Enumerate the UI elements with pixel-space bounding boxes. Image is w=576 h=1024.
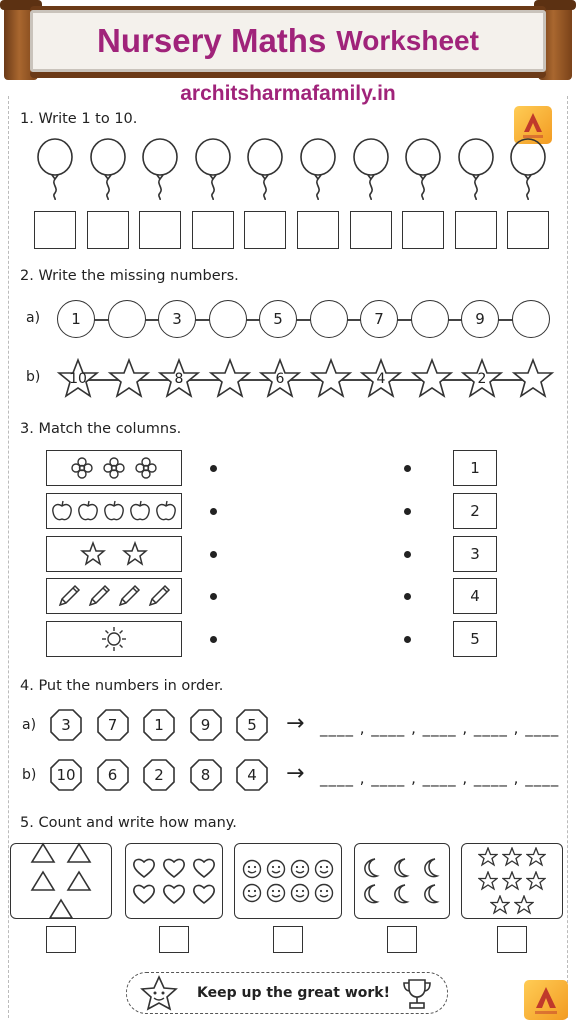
title-sign xyxy=(30,10,546,72)
blank-circle[interactable] xyxy=(209,300,247,338)
answer-box[interactable] xyxy=(34,211,76,249)
blank-star[interactable] xyxy=(309,358,353,400)
answer-box[interactable] xyxy=(507,211,549,249)
row-a-label: a) xyxy=(26,310,41,326)
section-1-heading: 1. Write 1 to 10. xyxy=(20,111,138,127)
count-box-triangles xyxy=(10,843,112,919)
apple-icon xyxy=(76,500,100,522)
order-answer-blanks-a[interactable]: ____ , ____ , ____ , ____ , ____ xyxy=(320,719,560,737)
triangle-icon xyxy=(30,842,56,864)
order-answer-blanks-b[interactable]: ____ , ____ , ____ , ____ , ____ xyxy=(320,769,560,787)
balloon-icon xyxy=(87,138,129,200)
star-number: 4 xyxy=(376,371,386,387)
triangle-icon xyxy=(30,870,56,892)
smiley-icon xyxy=(266,883,286,903)
answer-box[interactable] xyxy=(455,211,497,249)
match-number-box: 4 xyxy=(453,578,497,614)
number-hexagon xyxy=(49,758,83,792)
blank-circle[interactable] xyxy=(310,300,348,338)
smiley-icon xyxy=(242,883,262,903)
website-link[interactable]: architsharmafamily.in xyxy=(180,82,396,105)
star-icon xyxy=(478,847,498,867)
order-row-a-label: a) xyxy=(22,717,37,733)
row-b-label: b) xyxy=(26,369,41,385)
footer-banner xyxy=(126,972,448,1014)
match-pencils xyxy=(46,578,182,614)
star-icon xyxy=(122,541,148,567)
number-hexagon xyxy=(96,708,130,742)
count-box-moons xyxy=(354,843,450,919)
blank-star[interactable] xyxy=(208,358,252,400)
match-number-box: 2 xyxy=(453,493,497,529)
match-number-box: 1 xyxy=(453,450,497,486)
star-number: 8 xyxy=(174,371,184,387)
number-hexagon xyxy=(96,758,130,792)
footer-text: Keep up the great work! xyxy=(197,985,390,1001)
trophy-icon xyxy=(399,977,435,1011)
arrow-right-icon: → xyxy=(286,711,305,736)
hexagon-number: 5 xyxy=(247,716,257,734)
heart-icon xyxy=(132,857,156,879)
balloon-icon xyxy=(350,138,392,200)
answer-box[interactable] xyxy=(350,211,392,249)
star-number: 6 xyxy=(275,371,285,387)
smiley-icon xyxy=(290,883,310,903)
count-answer-box[interactable] xyxy=(273,926,303,953)
blank-circle[interactable] xyxy=(411,300,449,338)
hexagon-number: 1 xyxy=(154,716,164,734)
arrow-right-icon: → xyxy=(286,761,305,786)
match-dot-right[interactable] xyxy=(404,551,411,558)
flower-icon xyxy=(69,455,95,481)
match-sun xyxy=(46,621,182,657)
balloon-icon xyxy=(139,138,181,200)
section-5-heading: 5. Count and write how many. xyxy=(20,815,237,831)
apple-icon xyxy=(102,500,126,522)
hexagon-number: 10 xyxy=(56,766,76,784)
hexagon-number: 7 xyxy=(107,716,118,734)
hexagon-number: 4 xyxy=(247,766,257,784)
match-dot-left[interactable] xyxy=(210,636,217,643)
answer-box[interactable] xyxy=(192,211,234,249)
number-hexagon xyxy=(189,708,223,742)
match-dot-left[interactable] xyxy=(210,508,217,515)
number-circle: 7 xyxy=(360,300,398,338)
match-stars xyxy=(46,536,182,572)
order-row-b-label: b) xyxy=(22,767,37,783)
blank-star[interactable] xyxy=(511,358,555,400)
number-hexagon xyxy=(142,758,176,792)
smiley-icon xyxy=(314,883,334,903)
worksheet-title: Nursery Maths xyxy=(97,22,327,59)
match-dot-right[interactable] xyxy=(404,465,411,472)
answer-box[interactable] xyxy=(297,211,339,249)
pencil-icon xyxy=(86,583,112,609)
hexagon-number: 2 xyxy=(154,766,164,784)
pencil-icon xyxy=(146,583,172,609)
star-icon xyxy=(526,871,546,891)
number-hexagon xyxy=(235,708,269,742)
sun-icon xyxy=(100,625,128,653)
hexagon-number: 6 xyxy=(107,766,118,784)
smiley-icon xyxy=(242,859,262,879)
number-star xyxy=(157,358,201,400)
count-box-smileys xyxy=(234,843,342,919)
number-circle: 5 xyxy=(259,300,297,338)
number-hexagon xyxy=(49,708,83,742)
triangle-icon xyxy=(66,870,92,892)
blank-star[interactable] xyxy=(410,358,454,400)
logo-badge-icon xyxy=(524,980,568,1020)
triangle-icon xyxy=(66,842,92,864)
blank-circle[interactable] xyxy=(108,300,146,338)
match-dot-right[interactable] xyxy=(404,508,411,515)
count-answer-box[interactable] xyxy=(497,926,527,953)
apple-icon xyxy=(128,500,152,522)
answer-box[interactable] xyxy=(244,211,286,249)
star-icon xyxy=(514,895,534,915)
balloon-icon xyxy=(192,138,234,200)
section-4-heading: 4. Put the numbers in order. xyxy=(20,678,224,694)
heart-icon xyxy=(192,857,216,879)
count-box-stars xyxy=(461,843,563,919)
star-icon xyxy=(526,847,546,867)
match-dot-left[interactable] xyxy=(210,593,217,600)
number-star xyxy=(359,358,403,400)
apple-icon xyxy=(154,500,178,522)
balloon-icon xyxy=(297,138,339,200)
match-dot-right[interactable] xyxy=(404,636,411,643)
flower-icon xyxy=(101,455,127,481)
smiley-icon xyxy=(314,859,334,879)
match-number-box: 5 xyxy=(453,621,497,657)
star-number: 10 xyxy=(69,371,87,387)
pencil-icon xyxy=(116,583,142,609)
star-icon xyxy=(80,541,106,567)
count-answer-box[interactable] xyxy=(159,926,189,953)
answer-box[interactable] xyxy=(139,211,181,249)
match-flowers xyxy=(46,450,182,486)
number-circle: 3 xyxy=(158,300,196,338)
answer-box[interactable] xyxy=(402,211,444,249)
apple-icon xyxy=(50,500,74,522)
worksheet-subtitle: Worksheet xyxy=(336,25,479,56)
match-number-box: 3 xyxy=(453,536,497,572)
hexagon-number: 3 xyxy=(61,716,71,734)
count-answer-box[interactable] xyxy=(46,926,76,953)
heart-icon xyxy=(132,883,156,905)
star-number: 2 xyxy=(477,371,487,387)
number-circle: 9 xyxy=(461,300,499,338)
balloon-icon xyxy=(507,138,549,200)
pencil-icon xyxy=(56,583,82,609)
number-star xyxy=(258,358,302,400)
count-answer-box[interactable] xyxy=(387,926,417,953)
heart-icon xyxy=(192,883,216,905)
balloon-icon xyxy=(455,138,497,200)
blank-star[interactable] xyxy=(107,358,151,400)
triangle-icon xyxy=(48,898,74,920)
answer-box[interactable] xyxy=(87,211,129,249)
balloon-icon xyxy=(34,138,76,200)
flower-icon xyxy=(133,455,159,481)
match-dot-left[interactable] xyxy=(210,551,217,558)
star-icon xyxy=(502,847,522,867)
star-icon xyxy=(502,871,522,891)
smiley-icon xyxy=(290,859,310,879)
heart-icon xyxy=(162,857,186,879)
star-icon xyxy=(490,895,510,915)
moon-icon xyxy=(361,883,383,905)
match-dot-right[interactable] xyxy=(404,593,411,600)
number-star xyxy=(460,358,504,400)
moon-icon xyxy=(391,857,413,879)
title-banner xyxy=(0,0,576,82)
match-apples xyxy=(46,493,182,529)
blank-circle[interactable] xyxy=(512,300,550,338)
number-circle: 1 xyxy=(57,300,95,338)
count-box-hearts xyxy=(125,843,223,919)
balloon-icon xyxy=(402,138,444,200)
moon-icon xyxy=(421,883,443,905)
section-2-heading: 2. Write the missing numbers. xyxy=(20,268,239,284)
moon-icon xyxy=(391,883,413,905)
smiley-star-icon xyxy=(139,975,179,1013)
star-icon xyxy=(478,871,498,891)
smiley-icon xyxy=(266,859,286,879)
hexagon-number: 8 xyxy=(200,766,211,784)
heart-icon xyxy=(162,883,186,905)
number-hexagon xyxy=(189,758,223,792)
section-3-heading: 3. Match the columns. xyxy=(20,421,182,437)
balloon-icon xyxy=(244,138,286,200)
number-hexagon xyxy=(142,708,176,742)
match-dot-left[interactable] xyxy=(210,465,217,472)
number-star xyxy=(56,358,100,400)
hexagon-number: 9 xyxy=(200,716,211,734)
moon-icon xyxy=(421,857,443,879)
number-hexagon xyxy=(235,758,269,792)
moon-icon xyxy=(361,857,383,879)
